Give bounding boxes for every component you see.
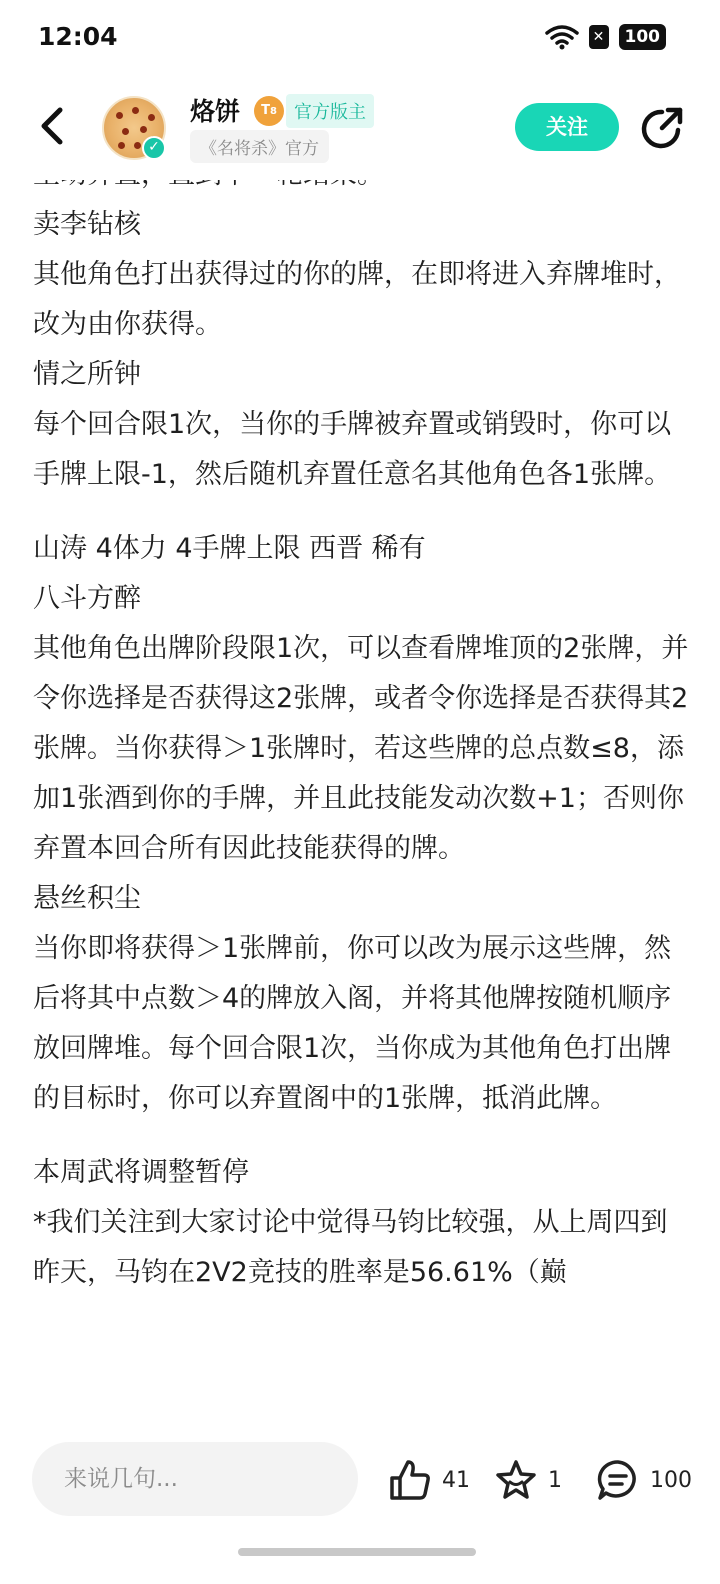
- favorite-count: 1: [548, 1467, 562, 1493]
- skill-title: 八斗方醉: [33, 583, 141, 614]
- skill-description: 其他角色出牌阶段限1次，可以查看牌堆顶的2张牌，并令你选择是否获得这2张牌，或者令你选择是否获得其2张牌。当你获得＞1张牌时，若这些牌的总点数≤8，添加1张酒到你的手牌，并且此技能发动次数+1；否则你弃置本回合所有因此技能获得的牌。: [33, 633, 689, 864]
- sim-status-icon: ✕: [589, 25, 609, 49]
- back-icon[interactable]: [30, 102, 78, 150]
- paragraph-gap: [33, 500, 693, 524]
- skill-description: 当你即将获得＞1张牌前，你可以改为展示这些牌，然后将其中点数＞4的牌放入阁，并将其他牌按随机顺序放回牌堆。每个回合限1次，当你成为其他角色打出牌的目标时，你可以弃置阁中的1张牌，抵消此牌。: [33, 933, 672, 1114]
- comment-button[interactable]: [596, 1458, 692, 1502]
- follow-button[interactable]: 关注: [515, 103, 619, 151]
- star-icon: [494, 1458, 538, 1502]
- wifi-icon: [545, 24, 579, 50]
- status-icons: [545, 24, 667, 50]
- level-number: 8: [269, 106, 277, 117]
- skill-title: 卖李钻核: [33, 209, 141, 240]
- comment-input[interactable]: 来说几句...: [32, 1442, 358, 1516]
- skill-title: 悬丝积尘: [33, 883, 141, 914]
- battery-indicator: 100: [619, 24, 667, 50]
- skill-description: 其他角色打出获得过的你的牌，在即将进入弃牌堆时，改为由你获得。: [33, 259, 681, 340]
- comment-count: 100: [650, 1467, 692, 1493]
- like-button[interactable]: [388, 1458, 470, 1502]
- post-content: [33, 150, 693, 1298]
- user-subtitle: 《名将杀》官方: [190, 130, 329, 163]
- share-icon[interactable]: [638, 104, 686, 152]
- home-indicator[interactable]: [238, 1548, 476, 1556]
- status-bar: [0, 0, 720, 80]
- paragraph-gap: [33, 1124, 693, 1148]
- level-badge: T8: [254, 96, 284, 126]
- bottom-bar: [0, 1422, 720, 1584]
- post-header: [0, 80, 720, 180]
- comment-icon: [596, 1458, 640, 1502]
- role-badge: 官方版主: [286, 94, 374, 128]
- section-title: 本周武将调整暂停: [33, 1157, 249, 1188]
- thumbs-up-icon: [388, 1458, 432, 1502]
- content-fade: [0, 1400, 720, 1424]
- skill-title: 情之所钟: [33, 359, 141, 390]
- user-name[interactable]: 烙饼: [190, 97, 241, 126]
- verified-icon: ✓: [142, 136, 166, 160]
- status-time: 12:04: [38, 22, 118, 51]
- like-count: 41: [442, 1467, 470, 1493]
- skill-description: 每个回合限1次，当你的手牌被弃置或销毁时，你可以手牌上限-1，然后随机弃置任意名其他角色各1张牌。: [33, 409, 672, 490]
- favorite-button[interactable]: [494, 1458, 562, 1502]
- notice-text: *我们关注到大家讨论中觉得马钧比较强，从上周四到昨天，马钧在2V2竞技的胜率是56.61%（巅: [33, 1207, 668, 1288]
- general-info: 山涛 4体力 4手牌上限 西晋 稀有: [33, 533, 426, 564]
